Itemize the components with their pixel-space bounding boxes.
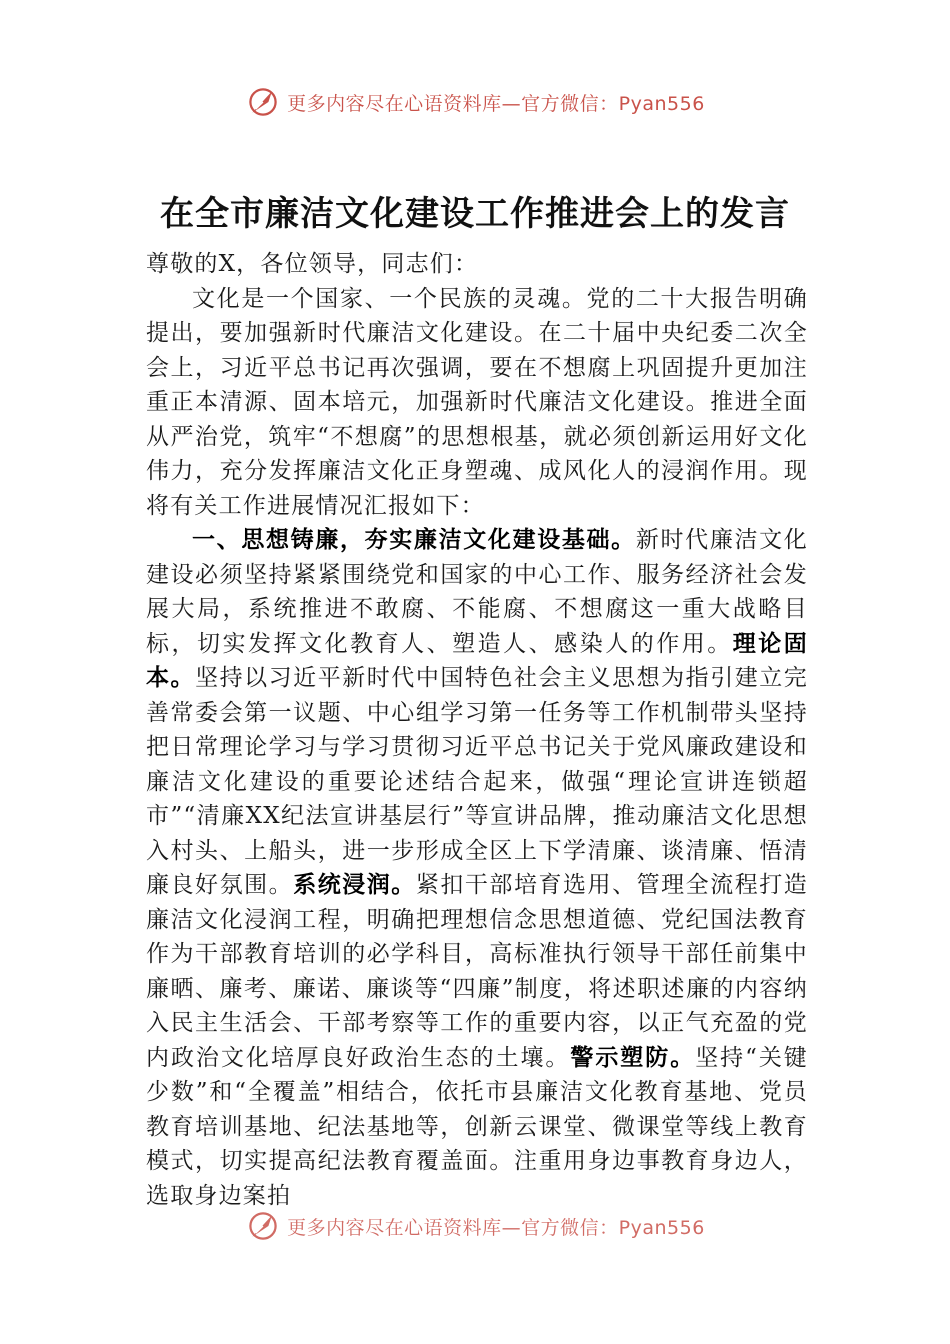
section-1-text-1: 新时代廉洁文化建设必须坚持紧紧围绕党和国家的中心工作、服务经济社会发展大局，系统推进不敢腐、不能腐、不想腐这一重大战略目标，切实发挥文化教育人、塑造人、感染人的作用。 (146, 527, 808, 657)
watermark-text: 更多内容尽在心语资料库—官方微信：Pyan556 (287, 92, 705, 115)
section-1-paragraph (146, 523, 808, 1213)
section-1-heading: 一、思想铸廉，夯实廉洁文化建设基础。 (192, 526, 636, 553)
intro-paragraph: 文化是一个国家、一个民族的灵魂。党的二十大报告明确提出，要加强新时代廉洁文化建设。在二十届中央纪委二次全会上，习近平总书记再次强调，要在不想腐上巩固提升更加注重正本清源、固本培元，加强新时代廉洁文化建设。推进全面从严治党，筑牢“不想腐”的思想根基，就必须创新运用好文化伟力，充分发挥廉洁文化正身塑魂、成风化人的浸润作用。现将有关工作进展情况汇报如下： (146, 285, 808, 519)
section-1-text-3: 紧扣干部培育选用、管理全流程打造廉洁文化浸润工程，明确把理想信念思想道德、党纪国法教育作为干部教育培训的必学科目，高标准执行领导干部任前集中廉晒、廉考、廉诺、廉谈等“四廉”制度，将述职述廉的内容纳入民主生活会、干部考察等工作的重要内容，以正气充盈的党内政治文化培厚良好政治生态的土壤。 (146, 872, 809, 1071)
quill-logo-icon (245, 84, 281, 120)
salutation: 尊敬的X，各位领导，同志们： (146, 251, 479, 277)
watermark-text: 更多内容尽在心语资料库—官方微信：Pyan556 (287, 1216, 705, 1239)
subheading-theory: 理论固本。 (146, 629, 808, 691)
quill-logo-icon (245, 1208, 281, 1244)
document-title: 在全市廉洁文化建设工作推进会上的发言 (160, 194, 790, 234)
document-body (146, 247, 808, 1213)
watermark-header (0, 84, 950, 120)
section-1-text-4: 坚持“关键少数”和“全覆盖”相结合，依托市县廉洁文化教育基地、党员教育培训基地、纪法基地等，创新云课堂、微课堂等线上教育模式，切实提高纪法教育覆盖面。注重用身边事教育身边人，选取身边案拍 (146, 1044, 809, 1209)
document-body-clip (0, 247, 950, 1222)
watermark-footer (0, 1208, 950, 1244)
subheading-warning: 警示塑防。 (570, 1043, 696, 1071)
section-1-text-2: 坚持以习近平新时代中国特色社会主义思想为指引建立完善常委会第一议题、中心组学习第一任务等工作机制带头坚持把日常理论学习与学习贯彻习近平总书记关于党风廉政建设和廉洁文化建设的重要论述结合起来，做强“理论宣讲连锁超市”“清廉XX纪法宣讲基层行”等宣讲品牌，推动廉洁文化思想入村头、上船头，进一步形成全区上下学清廉、谈清廉、悟清廉良好氛围。 (146, 665, 808, 898)
subheading-system: 系统浸润。 (293, 871, 416, 898)
